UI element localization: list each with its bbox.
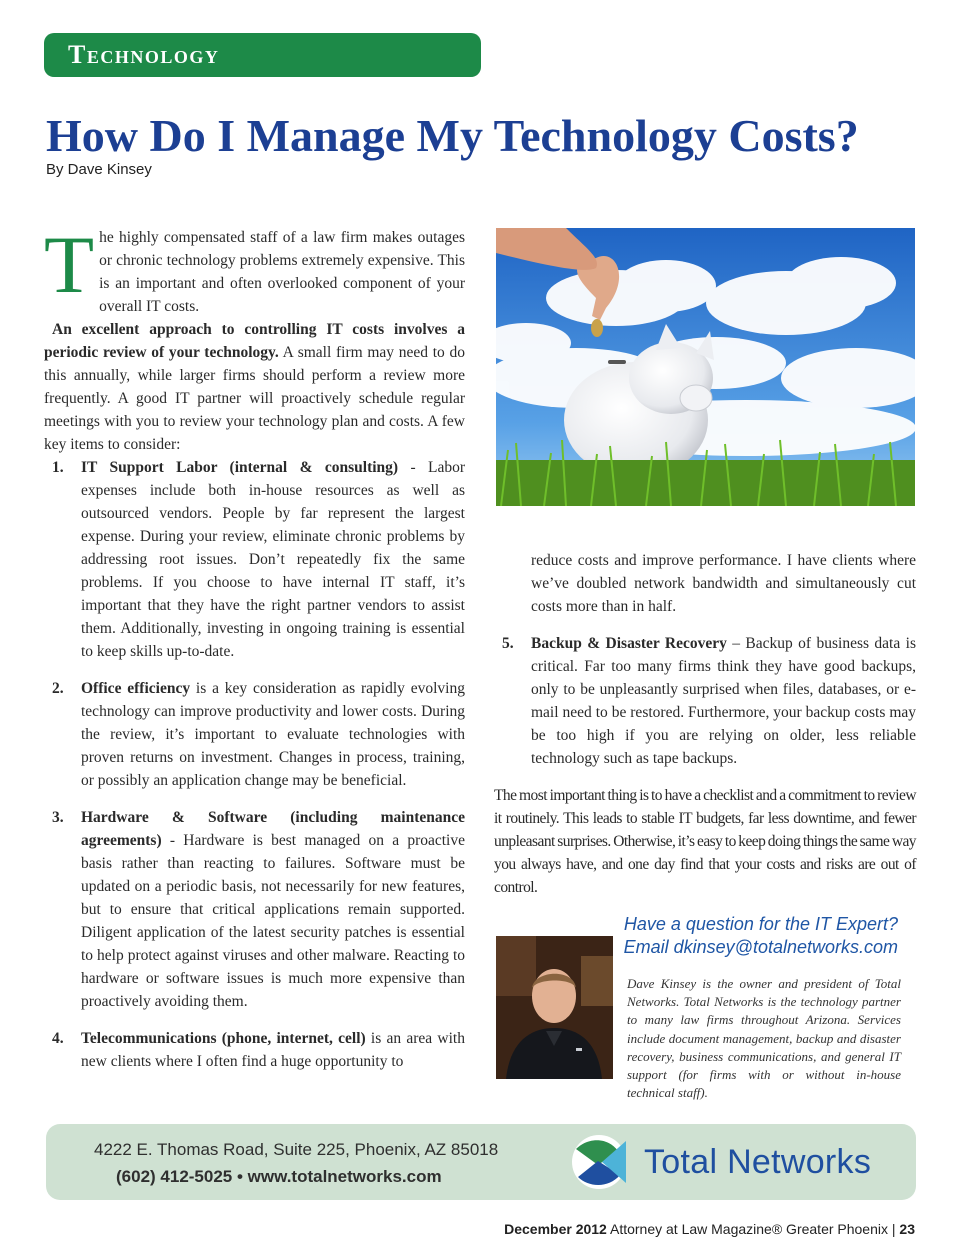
author-bio: Dave Kinsey is the owner and president of Total Networks. Total Networks is the technology partner to many law firms throughout Arizona. Services include document management, backup and disaster recovery, business communications, and general IT support (for firms with or without in-house technical staff). — [627, 976, 901, 1101]
list-number: 5. — [502, 635, 514, 652]
list-text: is a key consideration as rapidly evolving technology can improve productivity and lower costs. During the review, it’s important to evaluate technologies with proven returns on investment. Changes in process, training, or possibly an application change may be beneficial. — [81, 680, 465, 789]
list-item — [44, 806, 465, 1013]
item4-continued: reduce costs and improve performance. I have clients where we’ve doubled network bandwidth and simultaneously cut costs more than in half. — [531, 552, 916, 615]
expert-callout — [600, 913, 898, 959]
piggy-bank-photo — [496, 228, 915, 506]
list-number: 4. — [52, 1030, 64, 1047]
intro-paragraph — [44, 219, 465, 318]
page-number: 23 — [899, 1221, 915, 1237]
section-banner — [44, 33, 481, 77]
list-term: Backup & Disaster Recovery — [531, 635, 727, 652]
considerations-list — [44, 456, 465, 1073]
callout-email[interactable]: Email dkinsey@totalnetworks.com — [623, 937, 898, 957]
list-term: IT Support Labor (internal & consulting) — [81, 459, 399, 476]
callout-question: Have a question for the IT Expert? — [623, 914, 898, 934]
list-item — [44, 677, 465, 792]
list-item — [44, 1027, 465, 1073]
right-column — [494, 549, 916, 899]
review-paragraph — [44, 318, 465, 456]
list-number: 3. — [52, 809, 64, 826]
list-text: is an area with new clients where I often find a huge opportunity to — [81, 1030, 465, 1070]
intro-text: he highly compensated staff of a law firm makes outages or chronic technology problems extremely expensive. This is an important and often overlooked component of your overall IT costs. — [99, 229, 465, 315]
article-byline: By Dave Kinsey — [46, 161, 152, 178]
list-item — [494, 632, 916, 770]
piggy-bank-illustration — [496, 228, 915, 506]
section-label: Technology — [68, 40, 220, 69]
company-footer — [46, 1124, 916, 1200]
list-item — [44, 456, 465, 663]
closing-paragraph: The most important thing is to have a checklist and a commitment to review it routinely. This leads to stable IT budgets, far less downtime, and fewer unpleasant surprises. Otherwise, it’s easy to keep doing things the same way you always have, and one day find that your costs and risks are out of control. — [494, 787, 916, 896]
drop-cap: T — [44, 219, 95, 310]
company-address: 4222 E. Thomas Road, Suite 225, Phoenix, AZ 85018 — [94, 1140, 499, 1159]
total-networks-logo-icon — [568, 1131, 630, 1193]
article-title: How Do I Manage My Technology Costs? — [46, 110, 859, 161]
list-term: Hardware & Software (including maintenance agreements) — [81, 809, 465, 849]
issue-date: December 2012 — [504, 1221, 607, 1237]
list-number: 2. — [52, 680, 64, 697]
magazine-name: Attorney at Law Magazine® Greater Phoenix | — [606, 1221, 900, 1237]
review-text: A small firm may need to do this annually, while larger firms should perform a review more frequently. A good IT partner will proactively schedule regular meetings with you to review your technology plan and costs. A few key items to consider: — [44, 344, 465, 453]
list-term: Telecommunications (phone, internet, cell) — [81, 1030, 366, 1047]
author-portrait — [496, 936, 613, 1079]
company-logo-text: Total Networks — [644, 1143, 872, 1181]
list-text: – Backup of business data is critical. Far too many firms think they have good backups, only to be unpleasantly surprised when files, databases, or e-mail need to be restored. Furthermore, your backup costs may be too high if you are relying on older, less reliable technology such as tape backups. — [531, 635, 916, 767]
review-lead: An excellent approach to controlling IT costs involves a periodic review of your technology. — [44, 321, 465, 361]
company-contact[interactable]: (602) 412-5025 • www.totalnetworks.com — [116, 1167, 442, 1186]
author-photo — [496, 936, 613, 1079]
page-footer — [504, 1221, 915, 1237]
list-term: Office efficiency — [81, 680, 191, 697]
list-text: - Hardware is best managed on a proactive basis rather than reacting to failures. Software must be updated on a periodic basis, not necessarily for new features, but to ensure that critical applications remain supported. Diligent application of the latest security patches is essential to help protect against viruses and other malware. Reacting to hardware or software issues is much more expensive than proactively avoiding them. — [81, 832, 465, 1010]
list-text: - Labor expenses include both in-house resources as well as outsourced vendors. People by far represent the largest expense. During your review, eliminate chronic problems by addressing root issues. Don’t repeatedly fix the same problems. If you choose to have internal IT staff, it’s important that they have the right partner vendors to assist them. Additionally, investing in ongoing training is essential to keep skills up-to-date. — [81, 459, 466, 660]
list-number: 1. — [52, 459, 64, 476]
left-column — [44, 219, 466, 1073]
